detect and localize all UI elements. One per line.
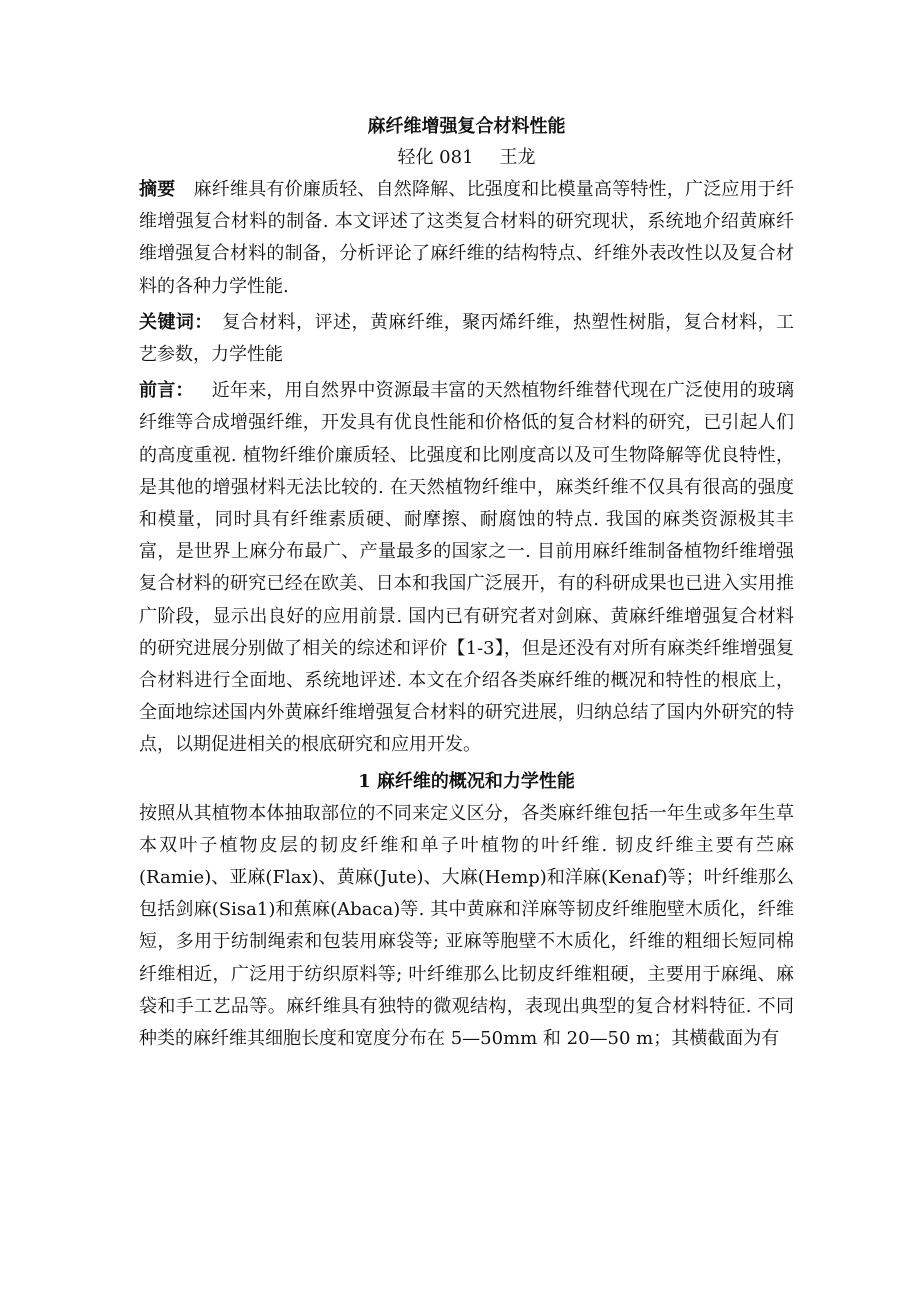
document-title: 麻纤维增强复合材料性能 — [367, 116, 566, 137]
preface-text: 近年来，用自然界中资源最丰富的天然植物纤维替代现在广泛使用的玻璃纤维等合成增强纤维，开发具有优良性能和价格低的复合材料的研究，已引起人们的高度重视. 植物纤维价廉质轻、比强度和比刚度高以及可生物降解等优良特性，是其他的增强材料无法比较的. 在天然植物纤维中，麻类纤维不仅具有很高的强度和模量，同时具有纤维素质硬、耐摩擦、耐腐蚀的特点. 我国的麻类资源极其丰富，是世界上麻分布最广、产量最多的国家之一. 目前用麻纤维制备植物纤维增强复合材料的研究已经在欧美、日本和我国广泛展开，有的科研成果也已进入实用推广阶段，显示出良好的应用前景. 国内已有研究者对剑麻、黄麻纤维增强复合材料的研究进展分别做了相关的综述和评价【1-3】，但是还没有对所有麻类纤维增强复合材料进行全面地、系统地评述. 本文在介绍各类麻纤维的概况和特性的根底上，全面地综述国内外黄麻纤维增强复合材料的研究进展，归纳总结了国内外研究的特点，以期促进相关的根底研究和应用开发。 — [139, 380, 795, 756]
preface-label: 前言： — [139, 380, 194, 402]
abstract-paragraph — [139, 174, 794, 303]
keywords-paragraph — [139, 307, 794, 371]
keywords-text: 复合材料，评述，黄麻纤维，聚丙烯纤维，热塑性树脂，复合材料，工艺参数，力学性能 — [139, 311, 794, 366]
section-1-heading: 1 麻纤维的概况和力学性能 — [358, 770, 575, 792]
preface-paragraph — [139, 375, 794, 761]
document-body — [139, 112, 794, 1055]
author-name: 王龙 — [499, 147, 536, 168]
keywords-label: 关键词： — [139, 311, 213, 333]
section-1-paragraph: 按照从其植物本体抽取部位的不同来定义区分，各类麻纤维包括一年生或多年生草本双叶子植物皮层的韧皮纤维和单子叶植物的叶纤维. 韧皮纤维主要有苎麻(Ramie)、亚麻(Flax)、黄麻(Jute)、大麻(Hemp)和洋麻(Kenaf)等；叶纤维那么包括剑麻(Sisa1)和蕉麻(Abaca)等. 其中黄麻和洋麻等韧皮纤维胞壁木质化，纤维短，多用于纺制绳索和包装用麻袋等; 亚麻等胞壁不木质化，纤维的粗细长短同棉纤维相近，广泛用于纺织原料等; 叶纤维那么比韧皮纤维粗硬，主要用于麻绳、麻袋和手工艺品等。麻纤维具有独特的微观结构，表现出典型的复合材料特征. 不同种类的麻纤维其细胞长度和宽度分布在 5—50mm 和 20—50 m；其横截面为有 — [139, 802, 794, 1050]
abstract-text: 麻纤维具有价廉质轻、自然降解、比强度和比模量高等特性，广泛应用于纤维增强复合材料的制备. 本文评述了这类复合材料的研究现状，系统地介绍黄麻纤维增强复合材料的制备，分析评论了麻纤维的结构特点、纤维外表改性以及复合材料的各种力学性能. — [139, 179, 795, 297]
abstract-label: 摘要 — [139, 179, 176, 200]
author-class: 轻化 081 — [397, 147, 474, 168]
author-line — [139, 142, 794, 174]
